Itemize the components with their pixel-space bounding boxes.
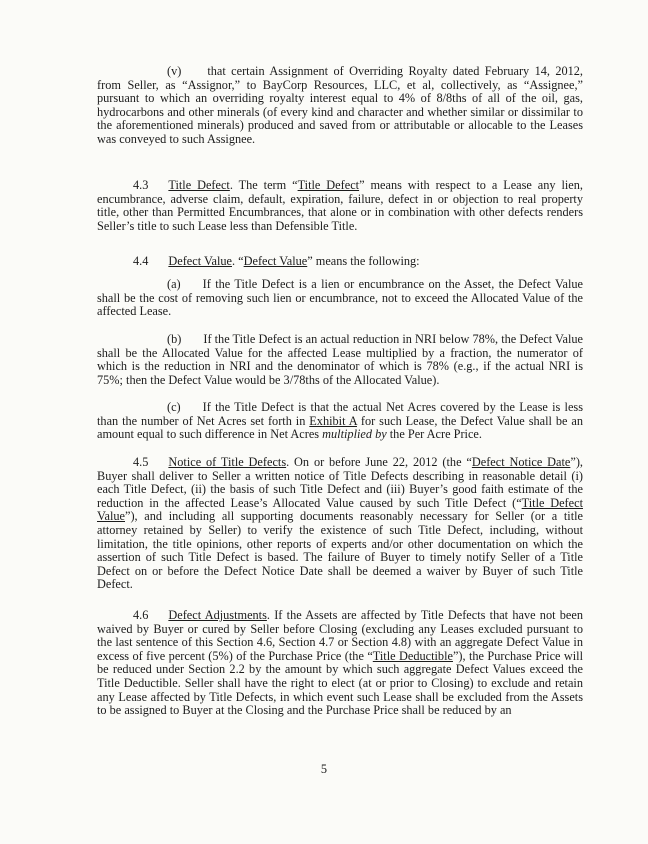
clause-text-c2: for such Lease, the Defect Value shall be an amount equal to such difference in Net Acres [97,413,583,442]
section-number-4-6: 4.6 [133,608,149,622]
clause-label-c: (c) [167,400,181,414]
clause-text-c-italic: multiplied by [322,427,387,442]
section-4-3 [97,179,583,233]
section-text-4-5a: . On or before June 22, 2012 (the “ [286,455,472,469]
section-text-4-6a: . If the Assets are affected by Title Defects that have not been waived by Buyer or cured by Seller before Closing (excluding any Leases excluded pursuant to the last sentence of this Section 4.6, Section 4.7 or Section 4.8) with an aggregate Defect Value in excess of five percent (5%) of the Purchase Price (the “ [97,608,583,663]
defined-term-title-defect: Title Defect [297,178,360,192]
section-number-4-5: 4.5 [133,455,149,469]
clause-4-4-c [97,401,583,442]
section-heading-4-4: Defect Value [168,254,232,268]
clause-text-v: that certain Assignment of Overriding Royalty dated February 14, 2012, from Seller, as “Assignor,” to BayCorp Resources, LLC, et al, collectively, as “Assignee,” pursuant to which an overriding royalty interest equal to 4% of 8/8ths of all of the oil, gas, hydrocarbons and other minerals (of every kind and character and whether similar or dissimilar to the aforementioned minerals) produced and saved from or attributable or allocable to the Leases was conveyed to such Assignee. [97,64,583,146]
section-text-4-5c: ”), and including all supporting documents reasonably necessary for Seller (or a title attorney retained by Seller) to verify the existence of such Title Defect, including, without limitation, the title opinions, other reports of experts and/or other documentation on which the assertion of such Title Defect is based. The failure of Buyer to timely notify Seller of a Title Defect on or before the Defect Notice Date shall be deemed a waiver by Buyer of such Title Defect. [97,509,583,592]
page-number: 5 [320,762,328,776]
defined-term-title-defect-value: Title Defect Value [97,495,583,524]
section-text-4-6b: ”), the Purchase Price will be reduced under Section 2.2 by the amount by which such aggregate Defect Values exceed the Title Deductible. Seller shall have the right to elect (at or prior to Closing) to exclude and retain any Lease affected by Title Defects, in which event such Lease shall be excluded from the Assets to be assigned to Buyer at the Closing and the Purchase Price shall be reduced by an [97,648,584,718]
section-4-4 [97,255,583,269]
clause-4-4-b [97,333,583,387]
section-text-4-5b: ”), Buyer shall deliver to Seller a written notice of Title Defects describing in reasonable detail (i) each Title Defect, (ii) the basis of such Title Defect and (iii) Buyer’s good faith estimate of the reduction in the affected Lease’s Allocated Value caused by such Title Defect (“ [97,455,584,510]
section-number-4-4: 4.4 [133,254,149,268]
clause-4-4-a [97,278,583,319]
clause-label-a: (a) [167,277,181,291]
section-text-4-4a: . “ [232,254,244,268]
section-heading-4-6: Defect Adjustments [168,608,267,622]
section-4-5 [97,456,583,592]
defined-term-defect-notice-date: Defect Notice Date [471,455,571,469]
defined-term-defect-value: Defect Value [243,254,308,268]
paragraph-v [97,65,583,147]
clause-text-c3: the Per Acre Price. [386,427,482,442]
clause-label-v: (v) [167,64,182,78]
section-text-4-3b: ” means with respect to a Lease any lien, encumbrance, adverse claim, default, expiration, failure, defect in or objection to real property title, other than Permitted Encumbrances, that alone or in combination with other defects renders Seller’s title to such Lease less than Defensible Title. [97,178,583,233]
section-text-4-4b: ” means the following: [307,254,420,268]
clause-text-b: If the Title Defect is an actual reduction in NRI below 78%, the Defect Value shall be the Allocated Value for the affected Lease multiplied by a fraction, the numerator of which is the reduction in NRI and the denominator of which is 78% (e.g., if the actual NRI is 75%; then the Defect Value would be 3/78ths of the Allocated Value). [97,332,583,387]
defined-term-title-deductible: Title Deductible [372,648,453,663]
section-heading-4-3: Title Defect [168,178,230,192]
clause-label-b: (b) [167,332,182,346]
section-heading-4-5: Notice of Title Defects [168,455,287,469]
section-4-6 [97,609,583,718]
exhibit-a-reference: Exhibit A [309,413,357,428]
clause-text-a: If the Title Defect is a lien or encumbrance on the Asset, the Defect Value shall be the cost of removing such lien or encumbrance, not to exceed the Allocated Value of the affected Lease. [97,277,583,319]
section-text-4-3a: . The term “ [229,178,298,192]
section-number-4-3: 4.3 [133,178,149,192]
clause-text-c1: If the Title Defect is that the actual Net Acres covered by the Lease is less than the number of Net Acres set forth in [97,400,583,428]
